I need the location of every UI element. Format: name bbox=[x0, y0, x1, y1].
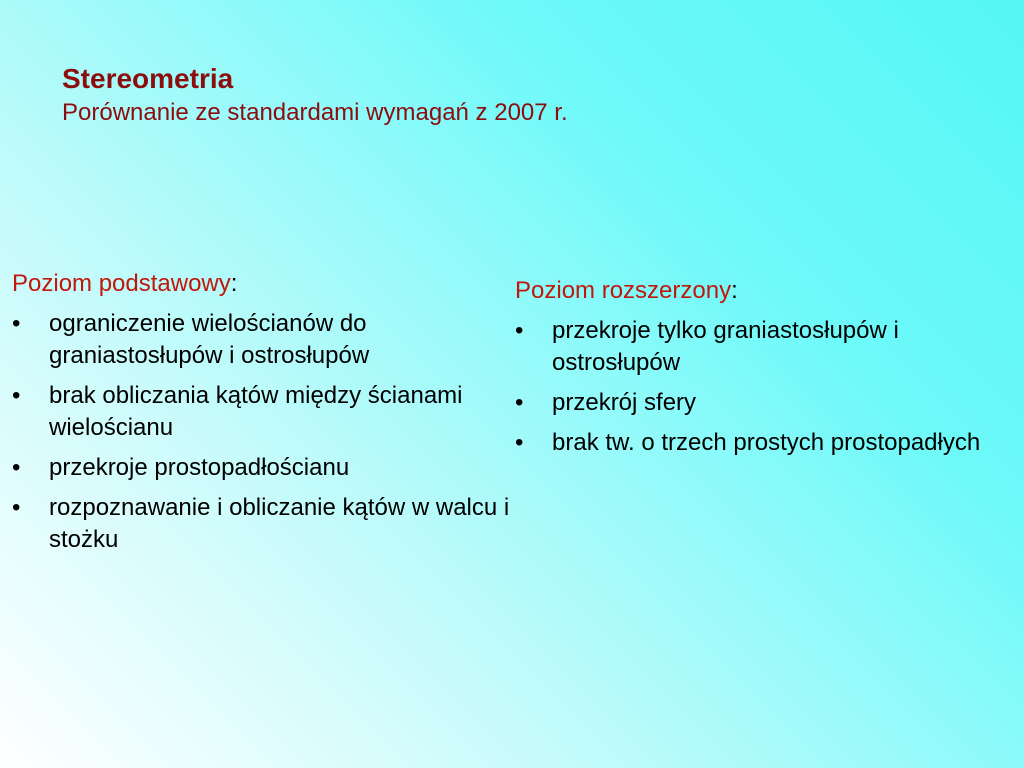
left-column-heading-text: Poziom podstawowy bbox=[12, 270, 231, 297]
bullet-icon: • bbox=[12, 382, 21, 409]
bullet-icon: • bbox=[515, 429, 524, 456]
list-item-text: brak obliczania kątów między ścianami wielościanu bbox=[49, 382, 463, 441]
list-item-text: brak tw. o trzech prostych prostopadłych bbox=[552, 429, 981, 456]
bullet-icon: • bbox=[12, 454, 21, 481]
list-item-text: przekrój sfery bbox=[552, 389, 697, 416]
bullet-icon: • bbox=[12, 494, 21, 521]
bullet-icon: • bbox=[515, 389, 524, 416]
list-item-text: rozpoznawanie i obliczanie kątów w walcu i stożku bbox=[49, 494, 510, 553]
list-item-text: przekroje tylko graniastosłupów i ostrosłupów bbox=[552, 317, 899, 376]
right-bullet-list bbox=[515, 315, 995, 459]
right-column-heading bbox=[515, 275, 995, 307]
bullet-icon: • bbox=[12, 310, 21, 337]
left-column bbox=[12, 268, 512, 564]
slide-subtitle: Porównanie ze standardami wymagań z 2007 r. bbox=[62, 99, 568, 126]
right-column-heading-colon: : bbox=[731, 277, 738, 304]
list-item bbox=[515, 315, 995, 379]
right-column bbox=[515, 275, 995, 467]
list-item bbox=[12, 492, 512, 556]
list-item bbox=[12, 308, 512, 372]
left-column-heading-colon: : bbox=[230, 270, 238, 297]
list-item bbox=[515, 427, 995, 459]
list-item bbox=[515, 387, 995, 419]
list-item bbox=[12, 380, 512, 444]
slide-title: Stereometria bbox=[62, 63, 234, 94]
left-bullet-list bbox=[12, 308, 512, 556]
right-column-heading-text: Poziom rozszerzony bbox=[515, 277, 732, 304]
title-block bbox=[62, 62, 962, 128]
left-column-heading bbox=[12, 268, 512, 300]
list-item-text: ograniczenie wielościanów do graniastosłupów i ostrosłupów bbox=[49, 310, 370, 369]
bullet-icon: • bbox=[515, 317, 524, 344]
list-item-text: przekroje prostopadłościanu bbox=[49, 454, 350, 481]
list-item bbox=[12, 452, 512, 484]
